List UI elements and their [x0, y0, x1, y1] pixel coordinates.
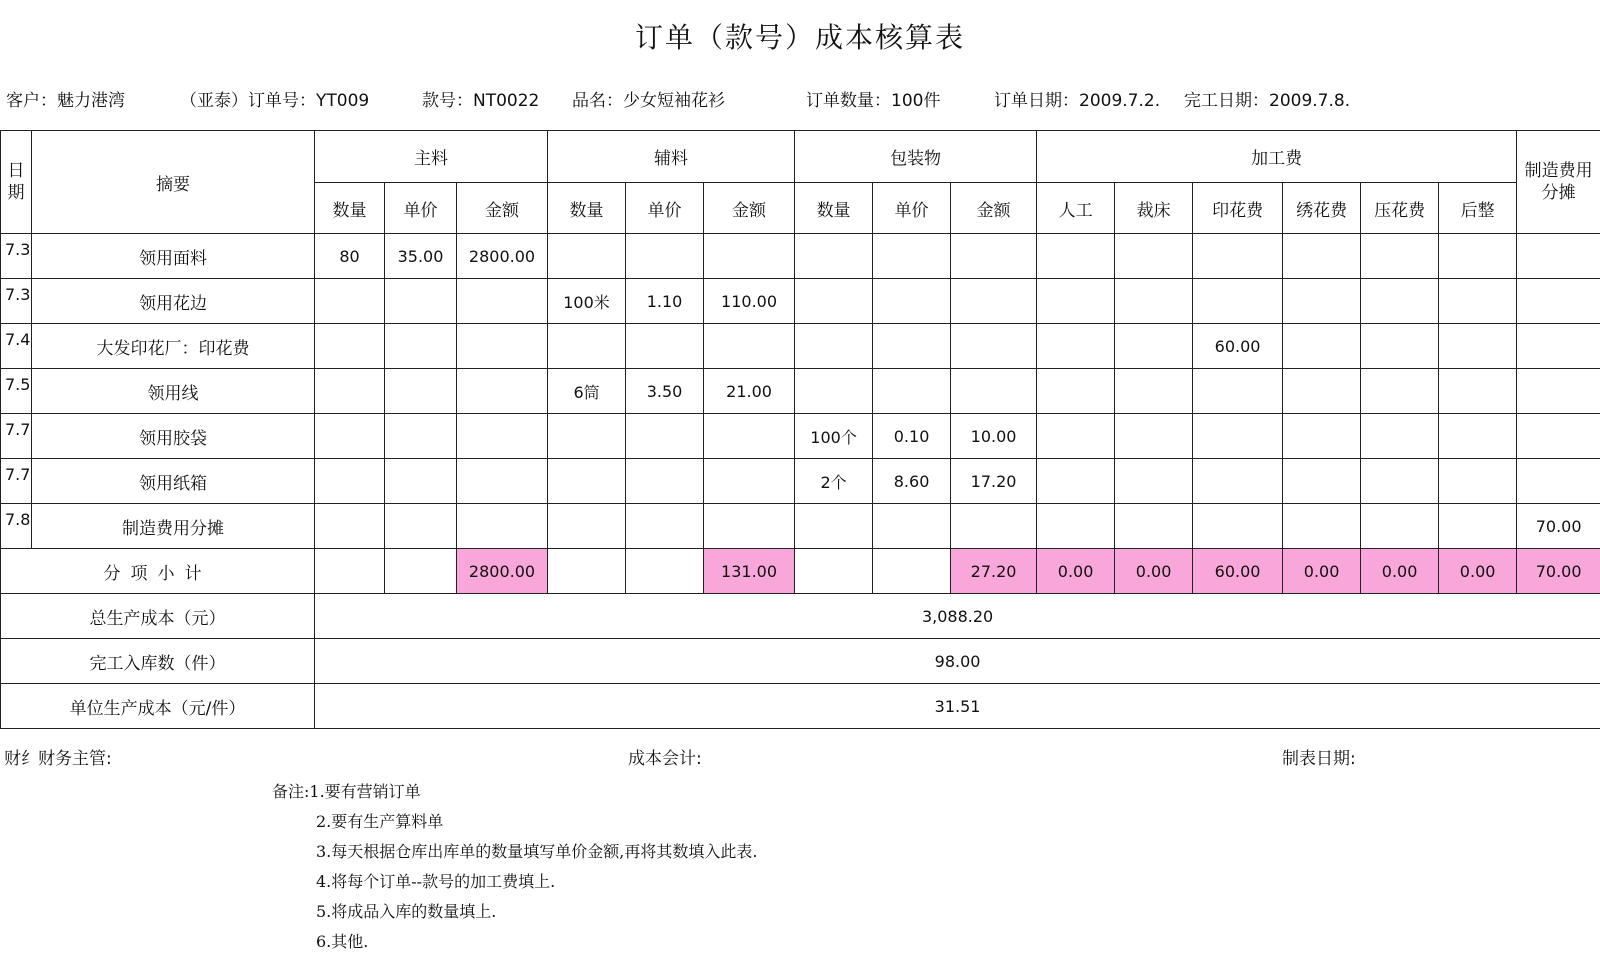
cell: 70.00 — [1517, 504, 1600, 549]
cell: 2800.00 — [457, 234, 548, 279]
cell — [457, 324, 548, 369]
cell — [1439, 234, 1517, 279]
subtotal-cutting: 0.00 — [1115, 549, 1193, 594]
table-row — [1, 459, 1600, 504]
cell: 100个 — [795, 414, 873, 459]
finished-qty-label: 完工入库数（件） — [1, 639, 315, 684]
cell — [548, 414, 626, 459]
note-item: 4.将每个订单--款号的加工费填上. — [316, 872, 556, 891]
cell — [626, 504, 704, 549]
subtotal-finishing: 0.00 — [1439, 549, 1517, 594]
header-row-groups — [1, 131, 1600, 183]
cell — [795, 504, 873, 549]
row-summary: 领用线 — [32, 369, 315, 414]
header-main-amount: 金额 — [457, 183, 548, 234]
subtotal-pressing: 0.00 — [1361, 549, 1439, 594]
cell — [457, 414, 548, 459]
cell — [795, 549, 873, 594]
row-summary: 制造费用分摊 — [32, 504, 315, 549]
cell — [1361, 369, 1439, 414]
cell — [1193, 414, 1283, 459]
subtotal-labor: 0.00 — [1037, 549, 1115, 594]
cell — [548, 504, 626, 549]
subtotal-label: 分项小计 — [1, 549, 315, 594]
row-date: 7.3 — [1, 279, 32, 324]
cell — [1037, 279, 1115, 324]
cell — [1439, 279, 1517, 324]
cell — [315, 504, 385, 549]
cell: 100米 — [548, 279, 626, 324]
cell — [1115, 504, 1193, 549]
cell: 2个 — [795, 459, 873, 504]
note-item: 2.要有生产算料单 — [316, 812, 444, 831]
cell — [1037, 324, 1115, 369]
cell — [1517, 369, 1600, 414]
cell — [385, 549, 457, 594]
unit-cost-label: 单位生产成本（元/件） — [1, 684, 315, 729]
row-date: 7.8 — [1, 504, 32, 549]
header-pack-amount: 金额 — [951, 183, 1037, 234]
cell — [873, 324, 951, 369]
cell — [795, 369, 873, 414]
header-main-qty: 数量 — [315, 183, 385, 234]
table-row — [1, 234, 1600, 279]
order-date: 订单日期：2009.7.2. — [994, 91, 1161, 111]
cell — [1193, 369, 1283, 414]
cell — [1361, 414, 1439, 459]
cell — [548, 459, 626, 504]
subtotal-printing: 60.00 — [1193, 549, 1283, 594]
row-date: 7.7 — [1, 459, 32, 504]
cell — [1283, 234, 1361, 279]
header-date: 日期 — [1, 131, 32, 234]
cell — [1037, 369, 1115, 414]
cell — [951, 504, 1037, 549]
header-labor: 人工 — [1037, 183, 1115, 234]
cell — [1115, 414, 1193, 459]
cell: 80 — [315, 234, 385, 279]
header-main-material: 主料 — [315, 131, 548, 183]
row-summary: 大发印花厂：印花费 — [32, 324, 315, 369]
cell: 60.00 — [1193, 324, 1283, 369]
header-mfg-allocation: 制造费用分摊 — [1517, 131, 1600, 234]
cell — [1115, 459, 1193, 504]
cell — [1439, 369, 1517, 414]
header-embroidery: 绣花费 — [1283, 183, 1361, 234]
cell — [385, 324, 457, 369]
customer-info: 客户：魅力港湾 — [6, 91, 125, 111]
cell — [315, 369, 385, 414]
cell — [1283, 369, 1361, 414]
cell — [1115, 234, 1193, 279]
subtotal-mfg: 70.00 — [1517, 549, 1600, 594]
style-number: 款号：NT0022 — [422, 91, 540, 111]
product-name: 品名：少女短袖花衫 — [572, 91, 725, 111]
cell — [1283, 459, 1361, 504]
cell — [548, 234, 626, 279]
cell — [873, 369, 951, 414]
cell — [1115, 369, 1193, 414]
cell — [873, 279, 951, 324]
cell — [315, 414, 385, 459]
unit-cost-value: 31.51 — [315, 684, 1600, 729]
cell — [795, 279, 873, 324]
header-cutting: 裁床 — [1115, 183, 1193, 234]
cell — [1517, 414, 1600, 459]
cell — [626, 234, 704, 279]
cell — [1439, 414, 1517, 459]
total-cost-value: 3,088.20 — [315, 594, 1600, 639]
cell — [1517, 324, 1600, 369]
cell — [795, 234, 873, 279]
cell — [385, 459, 457, 504]
table-row — [1, 324, 1600, 369]
cell — [548, 324, 626, 369]
cell — [1283, 414, 1361, 459]
header-main-price: 单价 — [385, 183, 457, 234]
header-processing-fee: 加工费 — [1037, 131, 1517, 183]
cell — [1283, 279, 1361, 324]
cell — [1193, 234, 1283, 279]
cell — [1115, 324, 1193, 369]
cell — [1193, 504, 1283, 549]
cell: 10.00 — [951, 414, 1037, 459]
note-item: 备注:1.要有营销订单 — [272, 782, 421, 801]
subtotal-row — [1, 549, 1600, 594]
cell — [315, 324, 385, 369]
cell — [1517, 279, 1600, 324]
cell — [315, 459, 385, 504]
table-row — [1, 504, 1600, 549]
cell — [457, 279, 548, 324]
cell — [1439, 504, 1517, 549]
cell — [704, 414, 795, 459]
cell — [1115, 279, 1193, 324]
total-row — [1, 684, 1600, 729]
cell: 6筒 — [548, 369, 626, 414]
cell — [1517, 459, 1600, 504]
cell: 8.60 — [873, 459, 951, 504]
row-date: 7.3 — [1, 234, 32, 279]
header-finishing: 后整 — [1439, 183, 1517, 234]
header-pack-qty: 数量 — [795, 183, 873, 234]
cost-table — [0, 130, 1600, 729]
finish-date: 完工日期：2009.7.8. — [1184, 91, 1351, 111]
cell: 3.50 — [626, 369, 704, 414]
row-date: 7.5 — [1, 369, 32, 414]
cell — [951, 369, 1037, 414]
cell: 0.10 — [873, 414, 951, 459]
row-summary: 领用花边 — [32, 279, 315, 324]
finished-qty-value: 98.00 — [315, 639, 1600, 684]
header-aux-qty: 数量 — [548, 183, 626, 234]
note-item: 6.其他. — [316, 932, 369, 951]
cell — [1361, 279, 1439, 324]
row-summary: 领用胶袋 — [32, 414, 315, 459]
cell — [951, 234, 1037, 279]
cell — [1037, 414, 1115, 459]
header-pack-price: 单价 — [873, 183, 951, 234]
cell — [385, 369, 457, 414]
cell — [1283, 324, 1361, 369]
cell: 35.00 — [385, 234, 457, 279]
cell — [1517, 234, 1600, 279]
cell — [951, 279, 1037, 324]
cell — [385, 414, 457, 459]
cell — [951, 324, 1037, 369]
total-cost-label: 总生产成本（元） — [1, 594, 315, 639]
cell: 21.00 — [704, 369, 795, 414]
cell — [626, 549, 704, 594]
cell — [704, 459, 795, 504]
order-info — [0, 86, 1600, 116]
cell — [1361, 504, 1439, 549]
cell — [1283, 504, 1361, 549]
cost-accountant-label: 成本会计: — [628, 749, 702, 769]
cell — [873, 504, 951, 549]
notes — [272, 777, 757, 957]
total-row — [1, 639, 1600, 684]
row-summary: 领用面料 — [32, 234, 315, 279]
order-quantity: 订单数量：100件 — [806, 91, 941, 111]
order-number: （亚泰）订单号：YT009 — [180, 91, 370, 111]
cell — [385, 279, 457, 324]
subtotal-embroidery: 0.00 — [1283, 549, 1361, 594]
cell — [1439, 459, 1517, 504]
page-title: 订单（款号）成本核算表 — [634, 21, 965, 54]
subtotal-pack-amount: 27.20 — [951, 549, 1037, 594]
cell — [873, 234, 951, 279]
cell — [1193, 459, 1283, 504]
table-row — [1, 414, 1600, 459]
cell: 110.00 — [704, 279, 795, 324]
total-row — [1, 594, 1600, 639]
table-row — [1, 279, 1600, 324]
header-summary: 摘要 — [32, 131, 315, 234]
note-item: 3.每天根据仓库出库单的数量填写单价金额,再将其数填入此表. — [316, 842, 758, 861]
cell: 17.20 — [951, 459, 1037, 504]
row-date: 7.4 — [1, 324, 32, 369]
cell — [315, 279, 385, 324]
cell — [873, 549, 951, 594]
header-pressing: 压花费 — [1361, 183, 1439, 234]
cell — [548, 549, 626, 594]
cell — [1361, 324, 1439, 369]
note-item: 5.将成品入库的数量填上. — [316, 902, 497, 921]
finance-supervisor-label: 财纟财务主管: — [4, 749, 112, 769]
row-summary: 领用纸箱 — [32, 459, 315, 504]
header-aux-amount: 金额 — [704, 183, 795, 234]
cell — [626, 414, 704, 459]
cell — [315, 549, 385, 594]
prepared-date-label: 制表日期: — [1282, 749, 1356, 769]
table-row — [1, 369, 1600, 414]
header-aux-price: 单价 — [626, 183, 704, 234]
cell — [626, 324, 704, 369]
row-date: 7.7 — [1, 414, 32, 459]
cell — [1037, 504, 1115, 549]
cell — [385, 504, 457, 549]
subtotal-aux-amount: 131.00 — [704, 549, 795, 594]
cell — [704, 234, 795, 279]
cell — [704, 504, 795, 549]
subtotal-main-amount: 2800.00 — [457, 549, 548, 594]
header-printing: 印花费 — [1193, 183, 1283, 234]
cell — [1361, 234, 1439, 279]
cell: 1.10 — [626, 279, 704, 324]
cell — [457, 369, 548, 414]
cell — [457, 504, 548, 549]
header-packaging: 包装物 — [795, 131, 1037, 183]
cell — [1361, 459, 1439, 504]
cell — [795, 324, 873, 369]
header-aux-material: 辅料 — [548, 131, 795, 183]
cell — [1037, 459, 1115, 504]
cell — [457, 459, 548, 504]
cell — [704, 324, 795, 369]
cell — [1193, 279, 1283, 324]
cell — [626, 459, 704, 504]
cell — [1439, 324, 1517, 369]
cell — [1037, 234, 1115, 279]
